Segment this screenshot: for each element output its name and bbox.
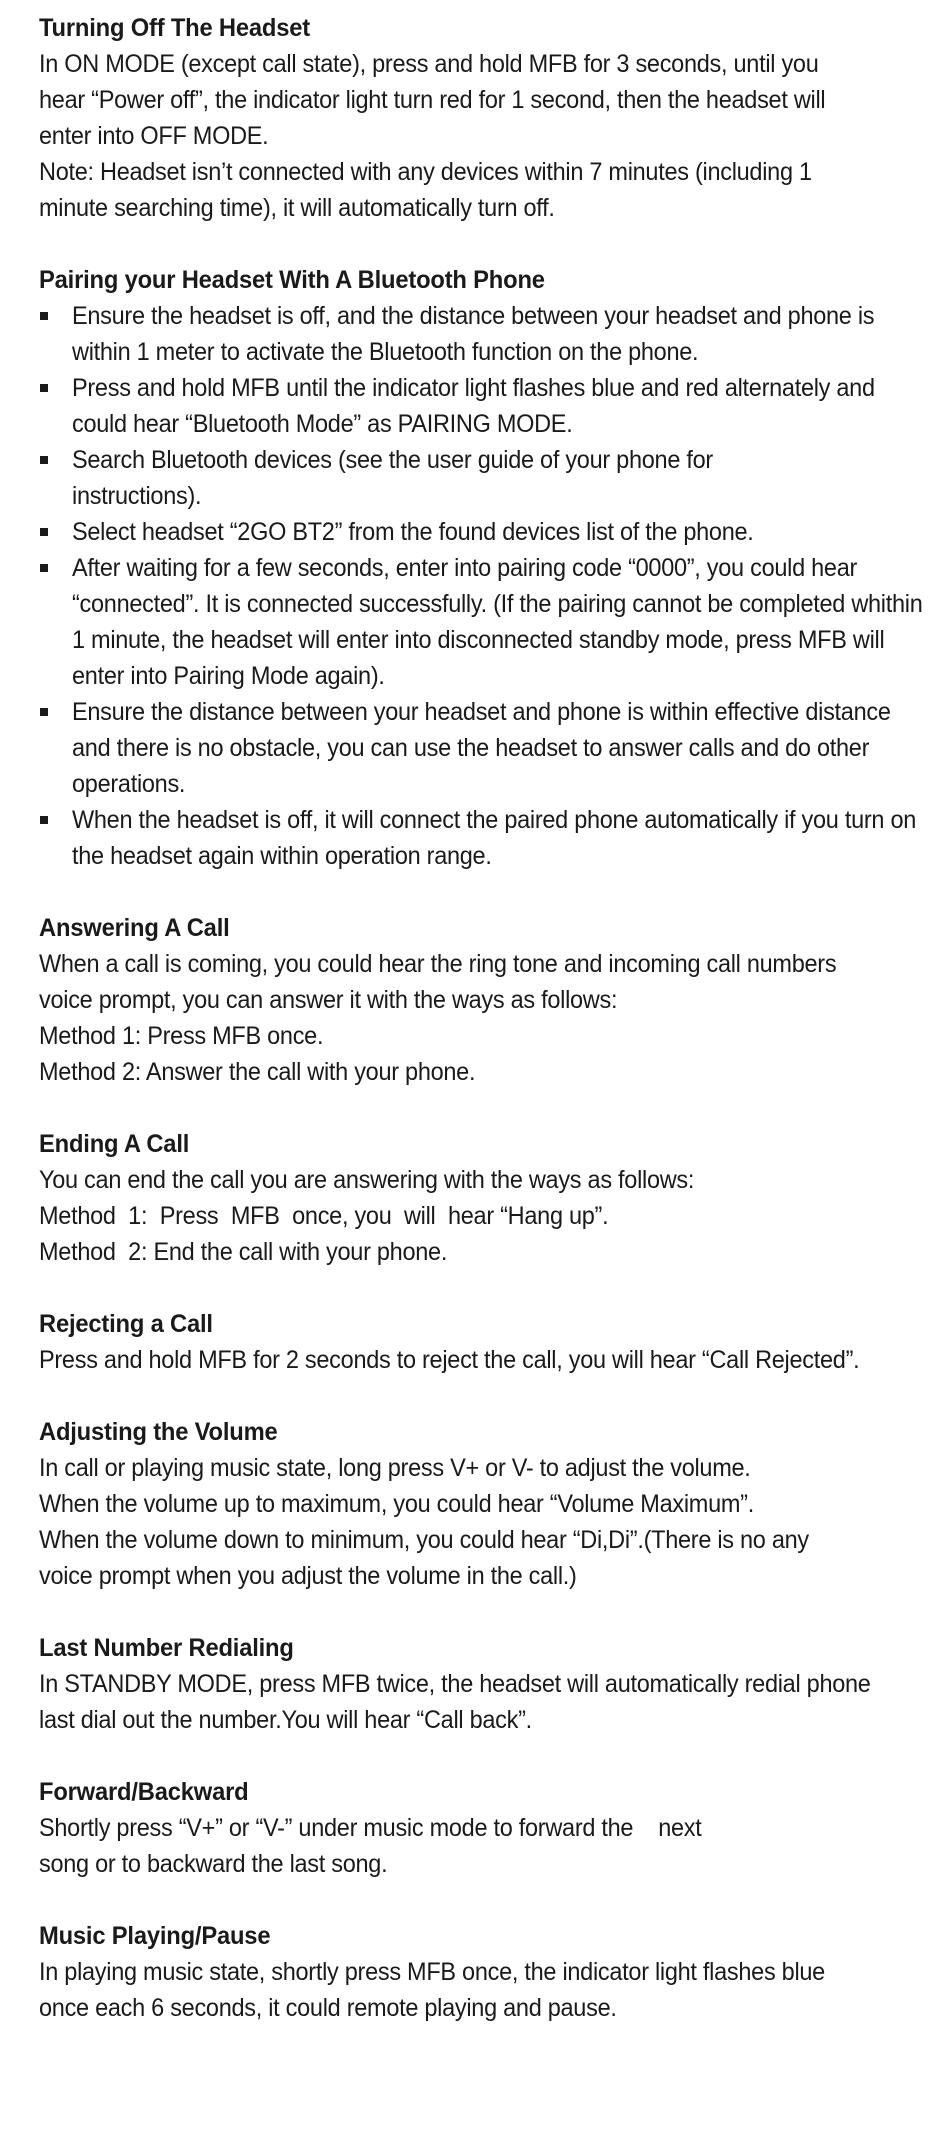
section-redial xyxy=(39,1630,919,1738)
bullet-icon xyxy=(40,312,48,320)
paragraph: Press and hold MFB for 2 seconds to reject the call, you will hear “Call Rejected”. xyxy=(39,1346,860,1374)
section-heading: Pairing your Headset With A Bluetooth Phone xyxy=(39,266,545,294)
list-item-text: When the headset is off, it will connect the paired phone automatically if you turn on the headset again within operation range. xyxy=(72,806,917,870)
list-item xyxy=(39,694,919,802)
paragraph: In call or playing music state, long press V+ or V- to adjust the volume. xyxy=(39,1454,751,1482)
section-music xyxy=(39,1918,919,2026)
list-item-text: Ensure the headset is off, and the distance between your headset and phone is within 1 meter to activate the Bluetooth function on the phone. xyxy=(72,302,875,366)
list-item-text: After waiting for a few seconds, enter into pairing code “0000”, you could hear “connected”. It is connected successfully. (If the pairing cannot be completed whithin 1 minute, the headset will enter into disconnected standby mode, press MFB will enter into Pairing Mode again). xyxy=(72,554,923,690)
section-heading: Music Playing/Pause xyxy=(39,1922,271,1950)
section-heading: Adjusting the Volume xyxy=(39,1418,278,1446)
section-forward-backward xyxy=(39,1774,919,1882)
bullet-icon xyxy=(40,708,48,716)
method-line: Method 2: Answer the call with your phone. xyxy=(39,1058,476,1086)
list-item xyxy=(39,370,919,442)
bullet-icon xyxy=(40,384,48,392)
list-item-text: Press and hold MFB until the indicator light flashes blue and red alternately and could hear “Bluetooth Mode” as PAIRING MODE. xyxy=(72,374,875,438)
list-item xyxy=(39,550,923,694)
section-ending xyxy=(39,1126,919,1270)
paragraph: In ON MODE (except call state), press and hold MFB for 3 seconds, until you hear “Power off”, the indicator light turn red for 1 second, then the headset will enter into OFF MODE. xyxy=(39,50,826,150)
section-pairing xyxy=(39,262,923,874)
list-item xyxy=(39,802,919,874)
note-paragraph: Note: Headset isn’t connected with any devices within 7 minutes (including 1 minute searching time), it will automatically turn off. xyxy=(39,158,812,222)
list-item-text: Search Bluetooth devices (see the user guide of your phone for instructions). xyxy=(72,446,713,510)
manual-page xyxy=(39,10,923,2062)
section-rejecting xyxy=(39,1306,919,1378)
paragraph: In playing music state, shortly press MFB once, the indicator light flashes blue once each 6 seconds, it could remote playing and pause. xyxy=(39,1958,825,2022)
method-line: Method 1: Press MFB once, you will hear “Hang up”. xyxy=(39,1202,609,1230)
paragraph: song or to backward the last song. xyxy=(39,1850,388,1878)
section-heading: Ending A Call xyxy=(39,1130,190,1158)
bullet-icon xyxy=(40,816,48,824)
section-volume xyxy=(39,1414,919,1594)
section-turning-off xyxy=(39,10,919,226)
section-heading: Rejecting a Call xyxy=(39,1310,213,1338)
section-heading: Forward/Backward xyxy=(39,1778,249,1806)
bullet-icon xyxy=(40,456,48,464)
list-item-text: Ensure the distance between your headset and phone is within effective distance and there is no obstacle, you can use the headset to answer calls and do other operations. xyxy=(72,698,891,798)
paragraph: Shortly press “V+” or “V-” under music mode to forward the next xyxy=(39,1814,702,1842)
list-item-text: Select headset “2GO BT2” from the found devices list of the phone. xyxy=(72,518,754,546)
pairing-steps-list xyxy=(39,298,923,874)
method-line: Method 1: Press MFB once. xyxy=(39,1022,324,1050)
paragraph: In STANDBY MODE, press MFB twice, the headset will automatically redial phone last dial out the number.You will hear “Call back”. xyxy=(39,1670,871,1734)
method-line: Method 2: End the call with your phone. xyxy=(39,1238,448,1266)
section-heading: Turning Off The Headset xyxy=(39,14,310,42)
paragraph: When the volume up to maximum, you could hear “Volume Maximum”. xyxy=(39,1490,754,1518)
bullet-icon xyxy=(40,564,48,572)
list-item xyxy=(39,514,919,550)
section-heading: Answering A Call xyxy=(39,914,230,942)
paragraph: You can end the call you are answering with the ways as follows: xyxy=(39,1166,695,1194)
paragraph: When the volume down to minimum, you could hear “Di,Di”.(There is no any voice prompt when you adjust the volume in the call.) xyxy=(39,1526,809,1590)
bullet-icon xyxy=(40,528,48,536)
list-item xyxy=(39,298,919,370)
section-heading: Last Number Redialing xyxy=(39,1634,294,1662)
section-answering xyxy=(39,910,919,1090)
list-item xyxy=(39,442,919,514)
paragraph: When a call is coming, you could hear the ring tone and incoming call numbers voice prompt, you can answer it with the ways as follows: xyxy=(39,950,837,1014)
